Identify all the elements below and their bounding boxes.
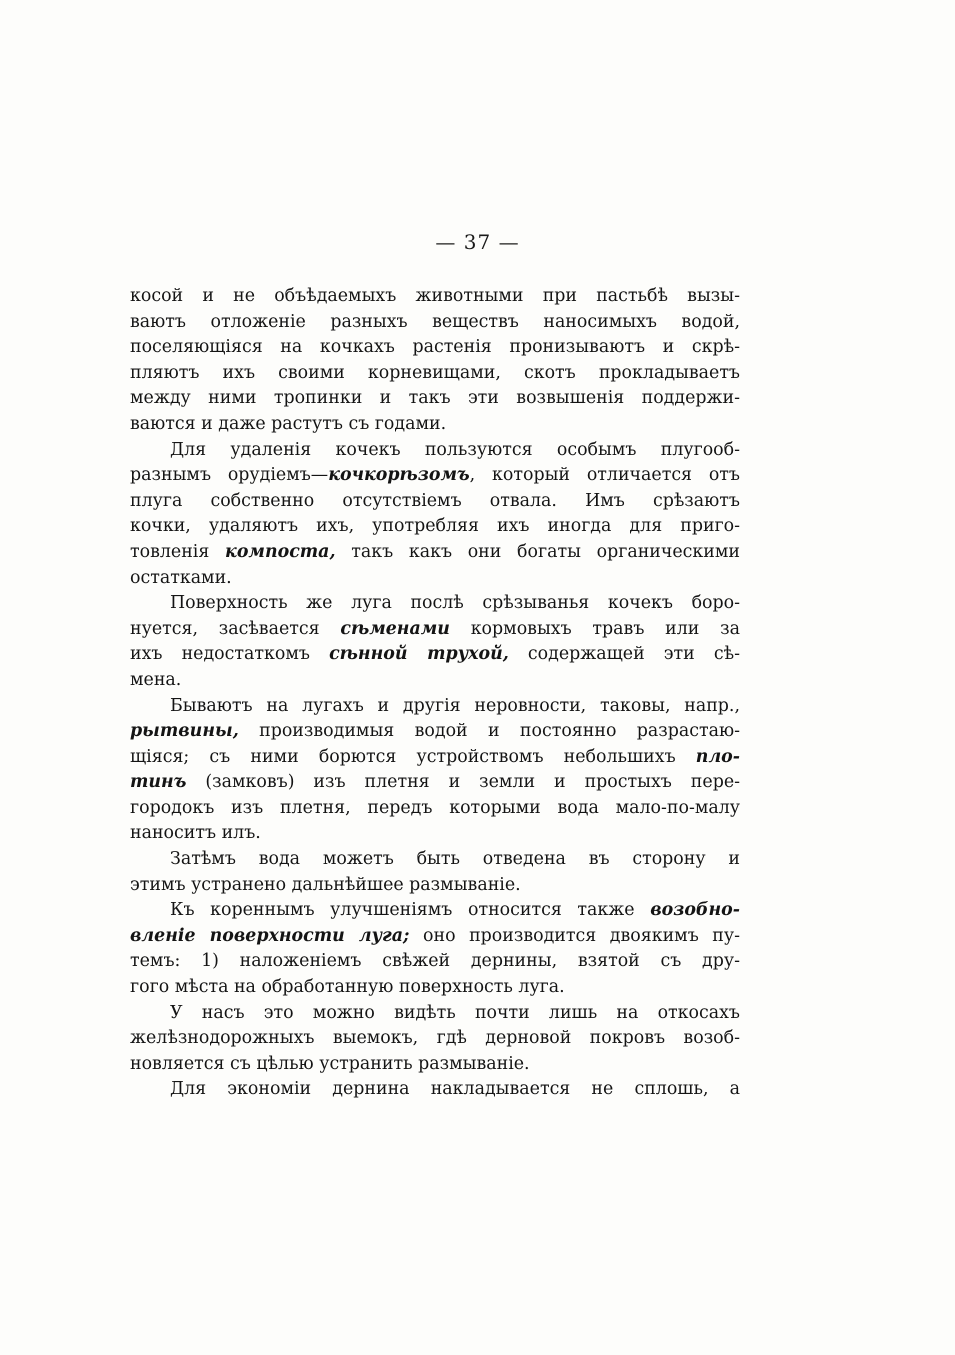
text-line (130, 540, 740, 566)
text-line (130, 463, 740, 489)
text-line (130, 847, 740, 873)
text-run: , который отличается отъ (469, 465, 740, 486)
emphasis-term: вленіе поверхности луга; (130, 925, 410, 946)
text-run: товленія (130, 541, 226, 562)
emphasis-term: возобно- (650, 900, 740, 921)
text-line (130, 566, 740, 592)
text-line (130, 873, 740, 899)
emphasis-term: тинъ (130, 772, 187, 793)
text-run: содержащей эти сѣ- (508, 644, 740, 665)
text-run: ваютъ отложеніе разныхъ веществъ наносимыхъ водой, (130, 311, 740, 332)
text-run: Поверхность же луга послѣ срѣзыванья кочекъ боро- (170, 593, 740, 614)
text-line (130, 591, 740, 617)
text-run: щіяся; съ ними борются устройствомъ небольшихъ (130, 746, 696, 767)
text-run: Для экономіи дернина накладывается не сплошь, а (170, 1079, 740, 1100)
text-run: этимъ устранено дальнѣйшее размываніе. (130, 874, 521, 895)
text-line (130, 617, 740, 643)
text-run: (замковъ) изъ плетня и земли и простыхъ пере- (186, 772, 740, 793)
text-run: кочки, удаляютъ ихъ, употребляя ихъ иногда для приго- (130, 516, 740, 537)
text-run: пляютъ ихъ своими корневищами, скотъ прокладываетъ (130, 362, 740, 383)
text-line (130, 1052, 740, 1078)
text-line (130, 949, 740, 975)
text-run: кормовыхъ травъ или за (449, 618, 740, 639)
text-run: Къ кореннымъ улучшеніямъ относится также (170, 900, 651, 921)
text-run: такъ какъ они богаты органическими (335, 541, 740, 562)
emphasis-term: сѣнной трухой, (329, 644, 509, 665)
text-line (130, 642, 740, 668)
text-line (130, 310, 740, 336)
text-run: новляется съ цѣлью устранить размываніе. (130, 1053, 530, 1074)
text-line (130, 924, 740, 950)
text-line (130, 489, 740, 515)
text-line (130, 1026, 740, 1052)
text-run: наноситъ илъ. (130, 823, 261, 844)
text-line (130, 412, 740, 438)
text-line (130, 796, 740, 822)
text-run: косой и не объѣдаемыхъ животными при пастьбѣ вызы- (130, 286, 740, 306)
emphasis-term: кочкорѣзомъ (328, 465, 470, 486)
text-run: гого мѣста на обработанную поверхность луга. (130, 977, 565, 998)
text-line (130, 745, 740, 771)
text-run: У насъ это можно видѣть почти лишь на откосахъ (170, 1002, 740, 1023)
text-line (130, 284, 740, 310)
text-run: оно производится двоякимъ пу- (409, 925, 740, 946)
text-run: остатками. (130, 567, 232, 588)
text-run: разнымъ орудіемъ— (130, 465, 329, 486)
text-run: Бываютъ на лугахъ и другія неровности, таковы, напр., (170, 695, 740, 716)
text-run: нуется, засѣвается (130, 618, 341, 639)
text-run: поселяющіяся на кочкахъ растенія пронизываютъ и скрѣ- (130, 337, 740, 358)
text-run: производимыя водой и постоянно разрастаю- (238, 721, 740, 742)
text-run: желѣзнодорожныхъ выемокъ, гдѣ дерновой покровъ возоб- (130, 1028, 740, 1049)
text-run: Затѣмъ вода можетъ быть отведена въ сторону и (170, 849, 740, 870)
text-line (130, 821, 740, 847)
text-line (130, 386, 740, 412)
text-line (130, 694, 740, 720)
text-line (130, 719, 740, 745)
body-text (130, 284, 740, 1103)
page-number: — 37 — (435, 230, 520, 254)
text-line (130, 898, 740, 924)
text-line (130, 1077, 740, 1103)
text-run: между ними тропинки и такъ эти возвышенія поддержи- (130, 388, 740, 409)
text-run: мена. (130, 669, 182, 690)
text-run: городокъ изъ плетня, передъ которыми вода мало-по-малу (130, 797, 740, 818)
text-line (130, 770, 740, 796)
emphasis-term: компоста, (225, 541, 336, 562)
emphasis-term: рытвины, (130, 721, 239, 742)
text-line (130, 1001, 740, 1027)
text-run: ваются и даже растутъ съ годами. (130, 413, 447, 434)
text-line (130, 975, 740, 1001)
emphasis-term: пло- (695, 746, 740, 767)
emphasis-term: сѣменами (340, 618, 450, 639)
text-line (130, 438, 740, 464)
text-run: ихъ недостаткомъ (130, 644, 330, 665)
text-line (130, 514, 740, 540)
text-run: темъ: 1) наложеніемъ свѣжей дернины, взятой съ дру- (130, 951, 740, 972)
text-line (130, 668, 740, 694)
text-line (130, 335, 740, 361)
text-line (130, 361, 740, 387)
text-run: Для удаленія кочекъ пользуются особымъ плугооб- (170, 439, 740, 460)
text-run: плуга собственно отсутствіемъ отвала. Имъ срѣзаютъ (130, 490, 740, 511)
